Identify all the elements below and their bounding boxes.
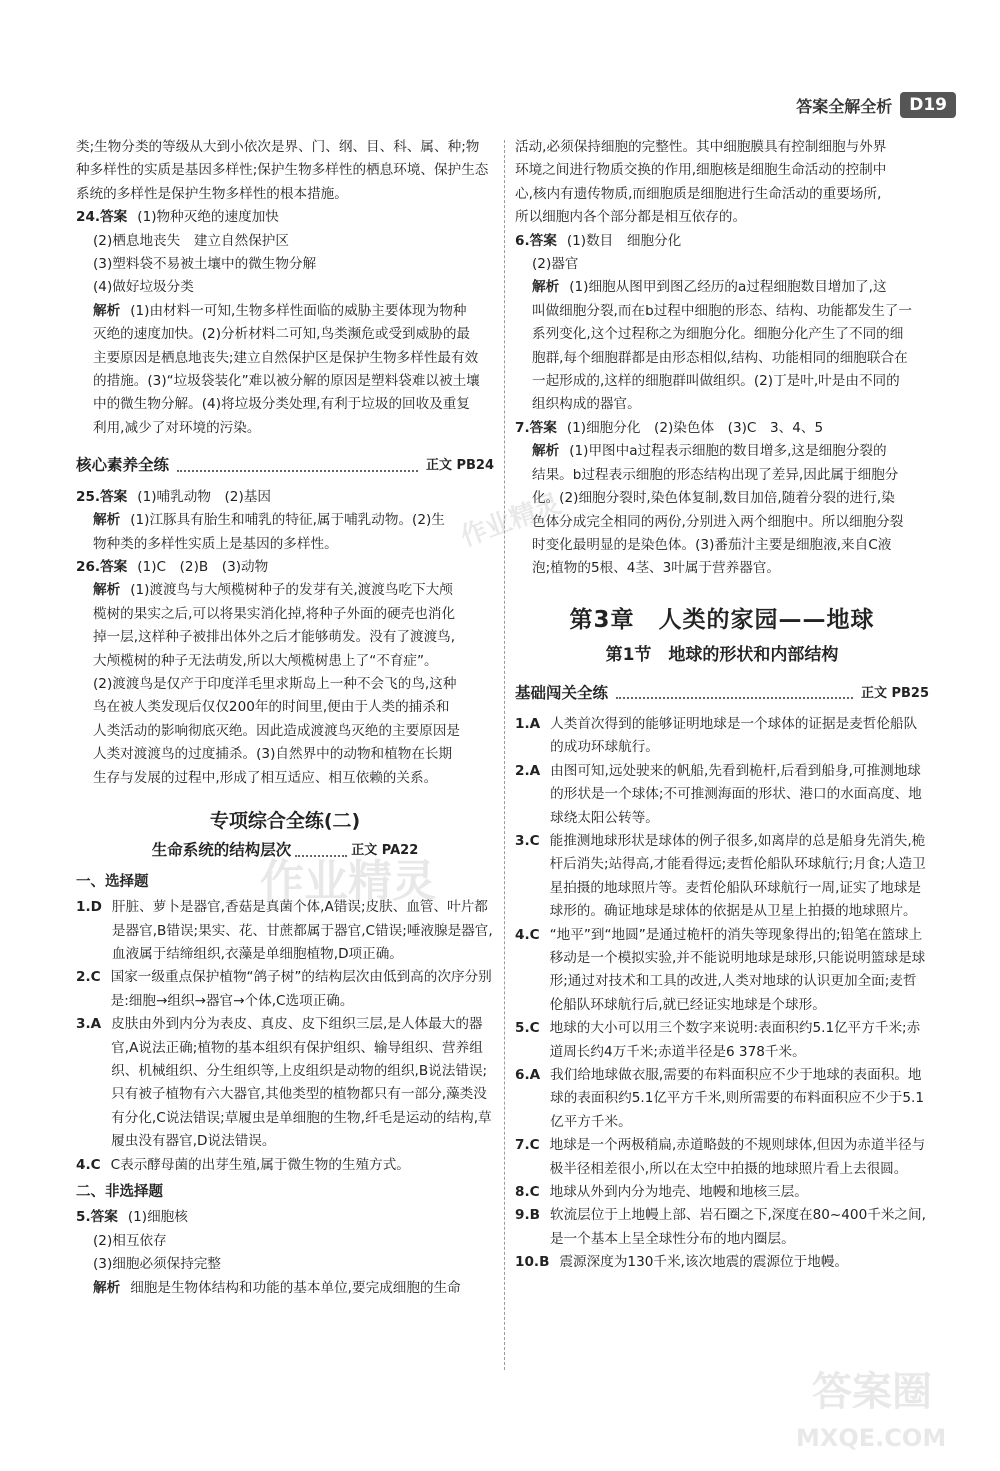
analysis-text: (1)渡渡鸟与大颅榄树种子的发芽有关,渡渡鸟吃下大颅 <box>130 582 453 599</box>
left-column <box>76 136 494 1300</box>
item-text: 软流层位于上地幔上部、岩石圈之下,深度在80~400千米之间,是一个基本上呈全球性分布的地内圈层。 <box>549 1207 926 1247</box>
item-text: 地球是一个两极稍扁,赤道略鼓的不规则球体,但因为赤道半径与极半径相差很小,所以在太空中拍摄的地球照片看上去很圆。 <box>549 1137 926 1177</box>
q24-number: 24. <box>76 209 101 226</box>
analysis-line <box>76 579 494 602</box>
q5-answer <box>76 1206 494 1229</box>
q6-number: 6. <box>515 232 530 249</box>
section-heading-basic <box>515 682 929 705</box>
q26-number: 26. <box>76 558 101 575</box>
answer-item <box>515 830 929 924</box>
item-number: 7.C <box>515 1137 540 1154</box>
analysis-text: 组织构成的器官。 <box>532 396 641 413</box>
q5-number: 5. <box>76 1209 91 1226</box>
analysis-text: 大颅榄树的种子无法萌发,所以大颅榄树患上了“不育症”。 <box>93 652 438 669</box>
answer-item <box>515 760 929 830</box>
q7-number: 7. <box>515 419 530 436</box>
item-number: 2.C <box>76 969 101 986</box>
analysis-line <box>76 300 494 323</box>
item-number: 9.B <box>515 1207 540 1224</box>
special-practice-subtitle: 生命系统的结构层次 <box>151 841 292 860</box>
page-reference: 正文 PB25 <box>860 685 929 701</box>
analysis-text: 榄树的果实之后,可以将果实消化掉,将种子外面的硬壳也消化 <box>93 605 456 622</box>
analysis-text: 化。(2)细胞分裂时,染色体复制,数目加倍,随着分裂的进行,染 <box>532 490 895 507</box>
item-number: 1.A <box>515 715 541 732</box>
analysis-text: 中的微生物分解。(4)将垃圾分类处理,有利于垃圾的回收及重复 <box>93 396 471 413</box>
analysis-label: 解析 <box>93 582 121 599</box>
item-text: 震源深度为130千米,该次地震的震源位于地幔。 <box>559 1254 849 1271</box>
analysis-line <box>76 509 494 532</box>
item-text: 地球的大小可以用三个数字来说明:表面积约5.1亿平方千米;赤道周长约4万千米;赤道半径是6 378千米。 <box>549 1020 921 1060</box>
analysis-text: 一起形成的,这样的细胞群叫做组织。(2)丁是叶,叶是由不同的 <box>532 373 900 390</box>
answer-item <box>515 924 929 1018</box>
choice-item <box>76 1154 494 1177</box>
page-reference: 正文 PA22 <box>351 843 419 859</box>
analysis-line <box>76 1277 494 1300</box>
item-text: “地平”到“地圆”是通过桅杆的消失等现象得出的;铅笔在篮球上移动是一个模拟实验,并不能说明地球是球形,只能说明篮球是球形;通过对技术和工具的改进,人类对地球的认识更加全面;麦哲伦船队环球航行后,就已经证实地球是个球形。 <box>549 926 926 1013</box>
dotted-leader <box>177 460 418 472</box>
q24-answer <box>76 206 494 229</box>
header-title: 答案全解全析 <box>796 96 893 116</box>
item-number: 6.A <box>515 1067 541 1084</box>
dotted-leader <box>616 687 853 699</box>
analysis-text: 泡;植物的5根、4茎、3叶属于营养器官。 <box>532 560 781 577</box>
q6-answer <box>515 230 929 253</box>
item-text: 人类首次得到的能够证明地球是一个球体的证据是麦哲伦船队的成功环球航行。 <box>550 715 918 756</box>
text-line: 类;生物分类的等级从大到小依次是界、门、纲、目、科、属、种;物 <box>76 139 480 155</box>
analysis-label: 解析 <box>93 1279 121 1296</box>
watermark-logo: 答案圈 <box>812 1369 932 1415</box>
answer-text: (2)栖息地丧失 建立自然保护区 <box>93 232 289 249</box>
choice-item <box>76 1013 494 1153</box>
answer-text: (1)物种灭绝的速度加快 <box>137 209 279 226</box>
item-text: 我们给地球做衣服,需要的布料面积应不少于地球的表面积。地球的表面积约5.1亿平方千米,则所需要的布料面积应不少于5.1亿平方千米。 <box>550 1067 924 1130</box>
analysis-text: 生存与发展的过程中,形成了相互适应、相互依赖的关系。 <box>93 769 438 786</box>
analysis-label: 解析 <box>93 512 121 529</box>
section-title: 第1节 地球的形状和内部结构 <box>605 645 839 666</box>
analysis-text: 色体分成完全相同的两份,分别进入两个细胞中。所以细胞分裂 <box>532 513 904 530</box>
analysis-label: 解析 <box>532 279 560 296</box>
item-number: 3.A <box>76 1016 102 1033</box>
answer-item <box>515 1251 929 1274</box>
page-header <box>796 92 956 118</box>
column-divider <box>504 140 505 1370</box>
right-column <box>515 136 929 1275</box>
dotted-leader <box>295 845 347 857</box>
answer-text: (3)塑料袋不易被土壤中的微生物分解 <box>93 256 317 273</box>
watermark-text: 作业精灵 <box>260 856 436 907</box>
answer-item <box>515 1064 929 1134</box>
analysis-text: 主要原因是栖息地丧失;建立自然保护区是保护生物多样性最有效 <box>93 349 479 366</box>
answer-text: (1)细胞分化 (2)染色体 (3)C 3、4、5 <box>566 419 824 436</box>
text-line: 所以细胞内各个部分都是相互依存的。 <box>515 209 747 226</box>
section-title: 核心素养全练 <box>76 456 170 475</box>
choice-item <box>76 896 494 966</box>
analysis-text: 利用,减少了对环境的污染。 <box>93 419 261 436</box>
q26-answer <box>76 556 494 579</box>
page-reference: 正文 PB24 <box>425 458 494 474</box>
answer-label: 答案 <box>90 1209 118 1226</box>
item-number: 4.C <box>76 1156 101 1173</box>
answer-label: 答案 <box>100 558 128 575</box>
answer-item <box>515 713 929 760</box>
analysis-text: 系列变化,这个过程称之为细胞分化。细胞分化产生了不同的细 <box>532 326 904 343</box>
part-title-nonchoice: 二、非选择题 <box>76 1184 163 1201</box>
analysis-text: (1)江豚具有胎生和哺乳的特征,属于哺乳动物。(2)生 <box>130 512 445 529</box>
item-number: 10.B <box>515 1254 550 1271</box>
analysis-text: 的措施。(3)“垃圾袋装化”难以被分解的原因是塑料袋难以被土壤 <box>93 373 480 390</box>
q25-number: 25. <box>76 488 101 505</box>
analysis-label: 解析 <box>532 443 560 460</box>
analysis-text: 人类对渡渡鸟的过度捕杀。(3)自然界中的动物和植物在长期 <box>93 746 453 763</box>
item-text: 皮肤由外到内分为表皮、真皮、皮下组织三层,是人体最大的器官,A说法正确;植物的基本组织有保护组织、输导组织、营养组织、机械组织、分生组织等,上皮组织是动物的组织,B说法错误;只有被子植物有六大器官,其他类型的植物都只有一部分,藻类没有分化,C说法错误;草履虫是单细胞的生物,纤毛是运动的结构,草履虫没有器官,D说法错误。 <box>111 1016 492 1150</box>
answer-text: (1)细胞核 <box>127 1209 188 1226</box>
item-text: 肝脏、萝卜是器官,香菇是真菌个体,A错误;皮肤、血管、叶片都是器官,B错误;果实、花、甘蔗都属于器官,C错误;唾液腺是器官,血液属于结缔组织,衣藻是单细胞植物,D项正确。 <box>111 899 493 962</box>
item-number: 8.C <box>515 1184 540 1201</box>
item-number: 4.C <box>515 926 540 943</box>
choice-item <box>76 966 494 1013</box>
analysis-text: 灭绝的速度加快。(2)分析材料二可知,鸟类濒危或受到威胁的最 <box>93 326 471 343</box>
text-line: 活动,必须保持细胞的完整性。其中细胞膜具有控制细胞与外界 <box>515 139 887 155</box>
analysis-text: (1)甲图中a过程表示细胞的数目增多,这是细胞分裂的 <box>569 443 887 460</box>
item-text: 地球从外到内分为地壳、地幔和地核三层。 <box>549 1184 808 1201</box>
answer-text: (2)器官 <box>532 256 579 273</box>
q7-answer <box>515 417 929 440</box>
analysis-text: 人类活动的影响彻底灭绝。因此造成渡渡鸟灭绝的主要原因是 <box>93 722 461 739</box>
analysis-text: 物种类的多样性实质上是基因的多样性。 <box>93 535 338 552</box>
answer-text: (1)哺乳动物 (2)基因 <box>137 488 271 505</box>
answer-text: (4)做好垃圾分类 <box>93 279 194 296</box>
answer-label: 答案 <box>100 209 128 226</box>
text-line: 环境之间进行物质交换的作用,细胞核是细胞生命活动的控制中 <box>515 162 887 179</box>
answer-text: (3)细胞必须保持完整 <box>93 1256 222 1273</box>
answer-item <box>515 1181 929 1204</box>
analysis-line <box>515 276 929 299</box>
analysis-text: (2)渡渡鸟是仅产于印度洋毛里求斯岛上一种不会飞的鸟,这种 <box>93 675 457 692</box>
text-line: 心,核内有遗传物质,而细胞质是细胞进行生命活动的重要场所, <box>515 185 882 202</box>
analysis-text: 细胞是生物体结构和功能的基本单位,要完成细胞的生命 <box>130 1279 461 1296</box>
analysis-text: 鸟在被人类发现后仅仅200年的时间里,便由于人类的捕杀和 <box>93 699 450 716</box>
analysis-text: 结果。b过程表示细胞的形态结构出现了差异,因此属于细胞分 <box>532 466 899 483</box>
answer-label: 答案 <box>529 232 557 249</box>
analysis-label: 解析 <box>93 302 121 319</box>
analysis-line <box>515 440 929 463</box>
item-number: 1.D <box>76 899 102 916</box>
item-number: 5.C <box>515 1020 540 1037</box>
answer-item <box>515 1134 929 1181</box>
answer-item <box>515 1204 929 1251</box>
section-heading-core <box>76 454 494 477</box>
analysis-text: 胞群,每个细胞群都是由形态相似,结构、功能相同的细胞联合在 <box>532 349 908 366</box>
part-title-choice: 一、选择题 <box>76 873 149 890</box>
item-text: 由图可知,远处驶来的帆船,先看到桅杆,后看到船身,可推测地球的形状是一个球体;不可推测海面的形状、港口的水面高度、地球绕太阳公转等。 <box>550 762 922 826</box>
text-line: 种多样性的实质是基因多样性;保护生物多样性的栖息环境、保护生态 <box>76 162 489 179</box>
text-line: 系统的多样性是保护生物多样性的根本措施。 <box>76 185 348 202</box>
analysis-text: 叫做细胞分裂,而在b过程中细胞的形态、结构、功能都发生了一 <box>532 302 912 319</box>
watermark-url: MXQE.COM <box>796 1424 947 1452</box>
page-number-badge: D19 <box>900 92 956 118</box>
analysis-text: 掉一层,这样种子被排出体外之后才能够萌发。没有了渡渡鸟, <box>93 629 456 646</box>
q25-answer <box>76 486 494 509</box>
section-heading-title: 基础闯关全练 <box>515 683 609 702</box>
item-text: C表示酵母菌的出芽生殖,属于微生物的生殖方式。 <box>110 1156 410 1173</box>
item-text: 能推测地球形状是球体的例子很多,如离岸的总是船身先消失,桅杆后消失;站得高,才能看得远;麦哲伦船队环球航行;月食;人造卫星拍摄的地球照片等。麦哲伦船队环球航行一周,证实了地球是球形的。确证地球是球体的依据是从卫星上拍摄的地球照片。 <box>549 832 926 920</box>
answer-text: (1)C (2)B (3)动物 <box>137 558 269 575</box>
item-text: 国家一级重点保护植物“鸽子树”的结构层次由低到高的次序分别是:细胞→组织→器官→个体,C选项正确。 <box>110 969 492 1009</box>
chapter-title: 第3章 人类的家园——地球 <box>569 606 875 633</box>
analysis-text: (1)细胞从图甲到图乙经历的a过程细胞数目增加了,这 <box>569 279 887 296</box>
item-number: 3.C <box>515 832 540 849</box>
answer-text: (1)数目 细胞分化 <box>566 232 682 249</box>
answer-item <box>515 1017 929 1064</box>
answer-text: (2)相互依存 <box>93 1232 167 1249</box>
special-practice-title: 专项综合全练(二) <box>209 809 361 832</box>
answer-label: 答案 <box>100 488 128 505</box>
analysis-text: (1)由材料一可知,生物多样性面临的威胁主要体现为物种 <box>130 302 467 319</box>
answer-label: 答案 <box>529 419 557 436</box>
item-number: 2.A <box>515 762 541 779</box>
watermark-stamp: 作业精灵 <box>456 488 565 553</box>
analysis-text: 时变化最明显的是染色体。(3)番茄汁主要是细胞液,来自C液 <box>532 536 892 553</box>
special-practice-subtitle-row <box>76 839 494 862</box>
